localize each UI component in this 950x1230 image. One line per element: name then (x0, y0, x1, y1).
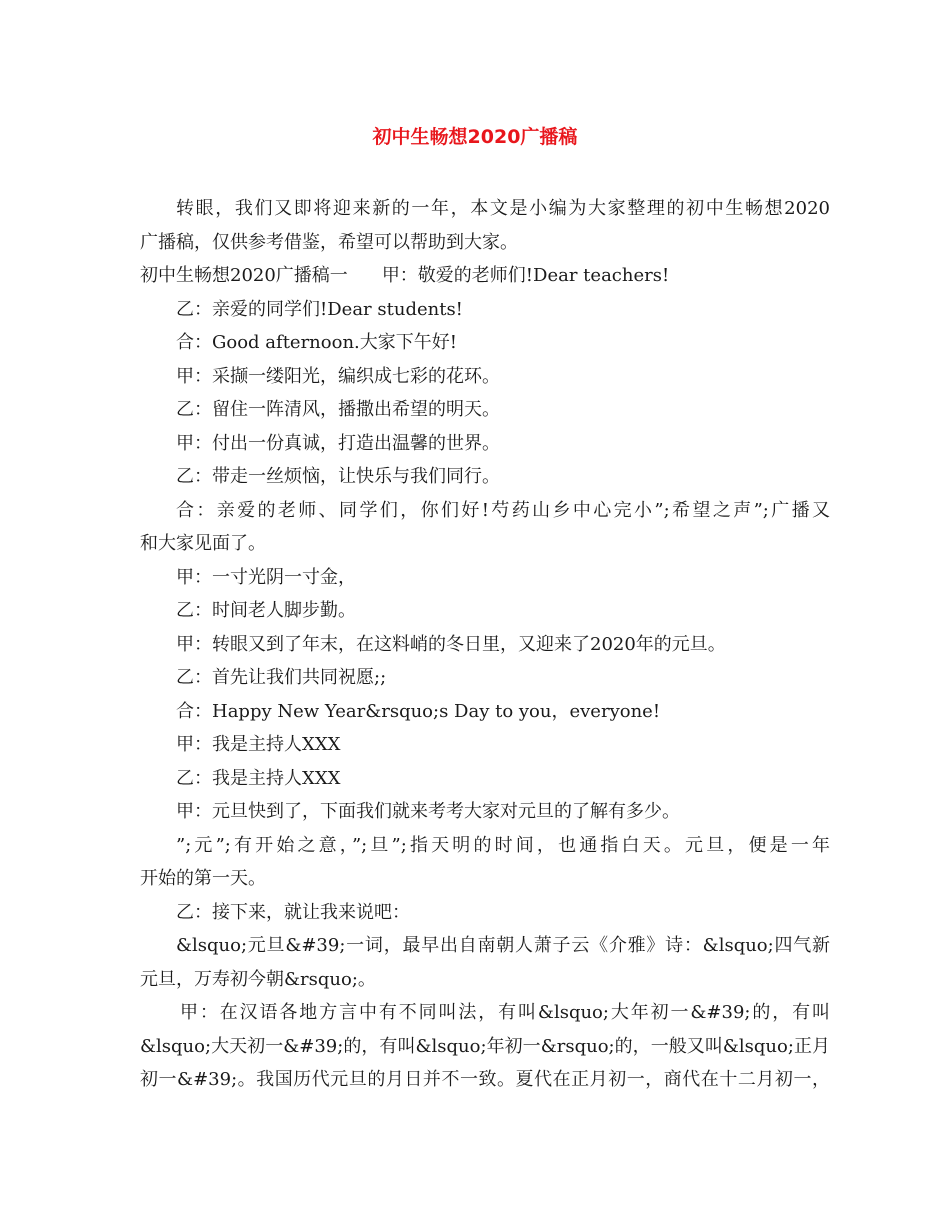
dialogue-line: 乙：亲爱的同学们!Dear students! (176, 298, 463, 320)
dialogue-line: 甲：付出一份真诚，打造出温馨的世界。 (176, 432, 500, 454)
dialogue-line: 合：Good afternoon.大家下午好! (176, 332, 457, 353)
dialogue-line: 合：亲爱的老师、同学们，你们好!芍药山乡中心完小”;希望之声”;广播又 (176, 499, 830, 521)
dialogue-line: 甲：敬爱的老师们!Dear teachers! (381, 265, 670, 286)
section-heading: 初中生畅想2020广播稿一 (140, 265, 348, 286)
paragraph-line: 广播稿，仅供参考借鉴，希望可以帮助到大家。 (140, 231, 518, 253)
paragraph-line: 元旦，万寿初今朝&rsquo;。 (140, 968, 376, 990)
paragraph-line: 转眼，我们又即将迎来新的一年，本文是小编为大家整理的初中生畅想2020 (176, 198, 830, 219)
dialogue-line: 乙：首先让我们共同祝愿;; (176, 667, 387, 688)
paragraph-line: &lsquo;大天初一&#39;的，有叫&lsquo;年初一&rsquo;的，一般又叫&lsquo;正月 (140, 1035, 830, 1057)
paragraph-line: ”;元”;有开始之意，”;旦”;指天明的时间，也通指白天。元旦，便是一年 (176, 834, 830, 856)
dialogue-line: 乙：接下来，就让我来说吧： (176, 901, 410, 923)
dialogue-line: 甲：一寸光阴一寸金， (176, 566, 356, 588)
dialogue-line: 乙：留住一阵清风，播撒出希望的明天。 (176, 399, 500, 420)
dialogue-line: 甲：我是主持人XXX (176, 734, 341, 755)
paragraph-line: 初一&#39;。我国历代元旦的月日并不一致。夏代在正月初一，商代在十二月初一， (140, 1069, 830, 1090)
paragraph-line: &lsquo;元旦&#39;一词，最早出自南朝人萧子云《介雅》诗：&lsquo;四气新 (176, 935, 830, 956)
dialogue-line: 乙：我是主持人XXX (176, 767, 341, 789)
paragraph-line: 开始的第一天。 (140, 868, 266, 889)
document-title: 初中生畅想2020广播稿 (372, 126, 578, 148)
dialogue-line: 甲：元旦快到了，下面我们就来考考大家对元旦的了解有多少。 (176, 801, 680, 822)
paragraph-line (140, 259, 830, 293)
dialogue-line: 合：Happy New Year&rsquo;s Day to you，everyone! (176, 700, 661, 722)
dialogue-line: 乙：带走一丝烦恼，让快乐与我们同行。 (176, 466, 500, 487)
dialogue-line: 甲：转眼又到了年末，在这料峭的冬日里，又迎来了2020年的元旦。 (176, 633, 726, 655)
dialogue-line: 甲：在汉语各地方言中有不同叫法，有叫&lsquo;大年初一&#39;的，有叫 (180, 1002, 830, 1023)
document-body (140, 192, 830, 1097)
dialogue-line: 和大家见面了。 (140, 533, 266, 554)
dialogue-line: 乙：时间老人脚步勤。 (176, 600, 356, 621)
dialogue-line: 甲：采撷一缕阳光，编织成七彩的花环。 (176, 365, 500, 387)
